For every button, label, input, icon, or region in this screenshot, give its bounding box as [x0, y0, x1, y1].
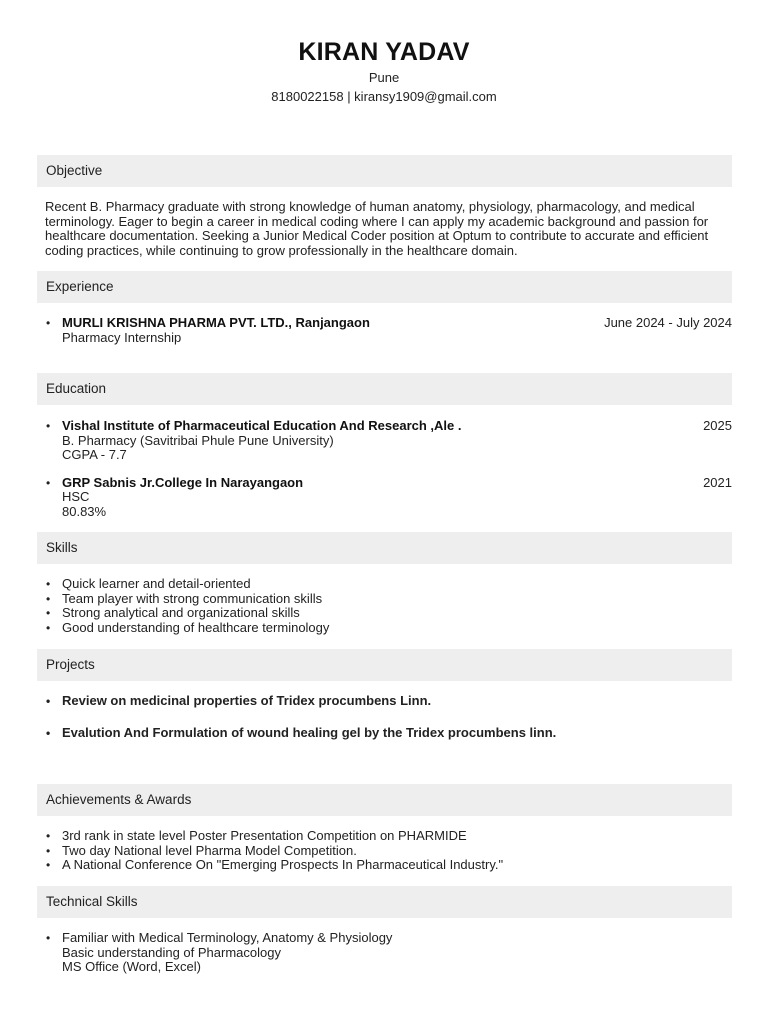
experience-date: June 2024 - July 2024: [604, 315, 732, 330]
project-item: • Evalution And Formulation of wound healing gel by the Tridex procumbens linn.: [45, 726, 732, 741]
objective-text: Recent B. Pharmacy graduate with strong knowledge of human anatomy, physiology, pharmacology, and medical terminology. Eager to begin a career in medical coding where I can apply my academic background and passion for healthcare documentation. Seeking a Junior Medical Coder position at Optum to contribute to accurate and efficient coding practices, while continuing to grow professionally in the healthcare domain.: [45, 199, 709, 258]
education-heading: Education: [37, 373, 732, 405]
project-item: • Review on medicinal properties of Tridex procumbens Linn.: [45, 694, 732, 709]
technical-skill-line: Basic understanding of Pharmacology: [62, 944, 281, 960]
education-degree: B. Pharmacy (Savitribai Phule Pune University): [62, 432, 334, 448]
technical-skills-list: [45, 931, 732, 975]
education-year: 2025: [703, 418, 732, 433]
skills-list: [45, 577, 732, 635]
experience-heading: Experience: [37, 271, 732, 303]
education-score: 80.83%: [62, 503, 107, 519]
education-school: • Vishal Institute of Pharmaceutical Education And Research ,Ale .: [62, 418, 462, 433]
skill-item: • Strong analytical and organizational skills: [45, 606, 732, 621]
resume-header: [0, 38, 768, 104]
objective-heading: Objective: [37, 155, 732, 187]
projects-heading: Projects: [37, 649, 732, 681]
skill-item: • Good understanding of healthcare terminology: [45, 621, 732, 636]
education-item: [45, 476, 732, 520]
experience-list: [45, 316, 732, 345]
achievements-list: [45, 829, 732, 873]
education-item: [45, 419, 732, 463]
skills-heading: Skills: [37, 532, 732, 564]
education-school: • GRP Sabnis Jr.College In Narayangaon: [62, 474, 304, 490]
achievement-item: • Two day National level Pharma Model Competition.: [45, 844, 732, 859]
skill-item: • Quick learner and detail-oriented: [45, 577, 732, 592]
achievements-heading: Achievements & Awards: [37, 784, 732, 816]
technical-skill-line: MS Office (Word, Excel): [62, 959, 201, 975]
technical-skills-heading: Technical Skills: [37, 886, 732, 918]
achievement-item: • 3rd rank in state level Poster Presentation Competition on PHARMIDE: [45, 829, 732, 844]
education-year: 2021: [703, 474, 732, 490]
education-score: CGPA - 7.7: [62, 447, 127, 463]
education-degree: HSC: [62, 489, 90, 505]
education-list: [45, 419, 732, 520]
projects-list: [45, 694, 732, 740]
achievement-item: • A National Conference On "Emerging Prospects In Pharmaceutical Industry.": [45, 858, 732, 873]
candidate-city: Pune: [368, 70, 400, 85]
experience-org: • MURLI KRISHNA PHARMA PVT. LTD., Ranjangaon: [62, 315, 370, 330]
technical-skill-line: • Familiar with Medical Terminology, Anatomy & Physiology: [62, 930, 393, 945]
skill-item: • Team player with strong communication skills: [45, 592, 732, 607]
experience-role: Pharmacy Internship: [62, 329, 182, 345]
contact-line: 8180022158 | kiransy1909@gmail.com: [271, 89, 497, 104]
experience-item: [45, 316, 732, 345]
candidate-name: KIRAN YADAV: [298, 38, 470, 66]
technical-skills-item: [45, 931, 732, 975]
